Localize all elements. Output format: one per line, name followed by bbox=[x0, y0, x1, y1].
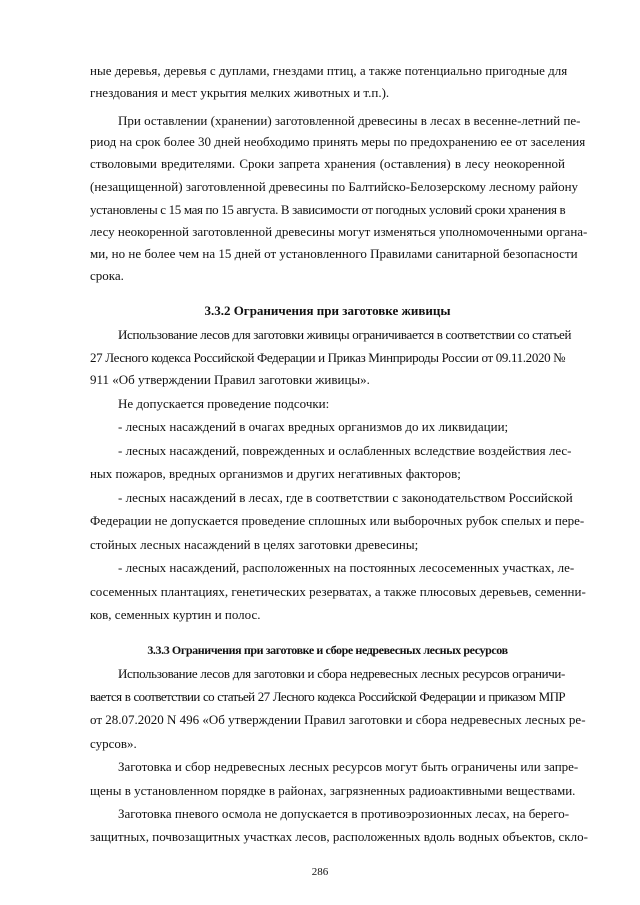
text-line: гнездования и мест укрытия мелких животных и т.п.). bbox=[90, 85, 390, 100]
text-line: 27 Лесного кодекса Российской Федерации и Приказ Минприроды России от 09.11.2020 № bbox=[90, 350, 566, 365]
text-line: сурсов». bbox=[90, 736, 137, 751]
text-line: Федерации не допускается проведение сплошных или выборочных рубок спелых и пере- bbox=[90, 513, 585, 528]
text-line: установлены с 15 мая по 15 августа. В зависимости от погодных условий сроки хранения в bbox=[90, 202, 566, 217]
text-line: риод на срок более 30 дней необходимо принять меры по предохранению ее от заселения bbox=[90, 134, 586, 149]
text-line: ные деревья, деревья с дуплами, гнездами птиц, а также потенциально пригодные для bbox=[90, 63, 568, 78]
text-line: ных пожаров, вредных организмов и других негативных факторов; bbox=[90, 466, 461, 481]
text-line: стволовыми вредителями. Сроки запрета хранения (оставления) в лесу неокоренной bbox=[90, 156, 565, 171]
text-line: сосеменных плантациях, генетических резерватах, а также плюсовых деревьев, семенни- bbox=[90, 584, 586, 599]
section-heading: 3.3.3 Ограничения при заготовке и сборе недревесных лесных ресурсов bbox=[147, 643, 508, 657]
text-line: Заготовка и сбор недревесных лесных ресурсов могут быть ограничены или запре- bbox=[118, 759, 579, 774]
text-line: защитных, почвозащитных участках лесов, расположенных вдоль водных объектов, скло- bbox=[90, 829, 588, 844]
text-line: ков, семенных куртин и полос. bbox=[90, 607, 261, 622]
text-line: стойных лесных насаждений в целях заготовки древесины; bbox=[90, 537, 419, 552]
text-line: ми, но не более чем на 15 дней от установленного Правилами санитарной безопасности bbox=[90, 246, 578, 261]
text-line: (незащищенной) заготовленной древесины по Балтийско-Белозерскому лесному району bbox=[90, 179, 579, 194]
section-heading: 3.3.2 Ограничения при заготовке живицы bbox=[204, 303, 451, 318]
list-item: - лесных насаждений, поврежденных и ослабленных вследствие воздействия лес- bbox=[118, 443, 572, 458]
text-line: Заготовка пневого осмола не допускается в противоэрозионных лесах, на берего- bbox=[118, 806, 570, 821]
text-line: вается в соответствии со статьей 27 Лесного кодекса Российской Федерации и приказом МПР bbox=[90, 689, 565, 704]
list-item: - лесных насаждений, расположенных на постоянных лесосеменных участках, ле- bbox=[118, 560, 575, 575]
text-line: При оставлении (хранении) заготовленной древесины в лесах в весенне-летний пе- bbox=[118, 113, 581, 128]
text-line: 911 «Об утверждении Правил заготовки живицы». bbox=[90, 372, 370, 387]
text-line: Использование лесов для заготовки живицы ограничивается в соответствии со статьей bbox=[118, 327, 572, 342]
page-number: 286 bbox=[311, 866, 329, 878]
text-line: от 28.07.2020 N 496 «Об утверждении Правил заготовки и сбора недревесных лесных ре- bbox=[90, 712, 586, 727]
text-line: срока. bbox=[90, 268, 124, 283]
text-line: щены в установленном порядке в районах, загрязненных радиоактивными веществами. bbox=[90, 783, 576, 798]
list-item: - лесных насаждений в очагах вредных организмов до их ликвидации; bbox=[118, 419, 509, 434]
list-item: - лесных насаждений в лесах, где в соответствии с законодательством Российской bbox=[118, 490, 573, 505]
text-line: Не допускается проведение подсочки: bbox=[118, 396, 330, 411]
text-line: Использование лесов для заготовки и сбора недревесных лесных ресурсов ограничи- bbox=[118, 666, 565, 681]
text-line: лесу неокоренной заготовленной древесины могут изменяться уполномоченными органа- bbox=[90, 224, 588, 239]
